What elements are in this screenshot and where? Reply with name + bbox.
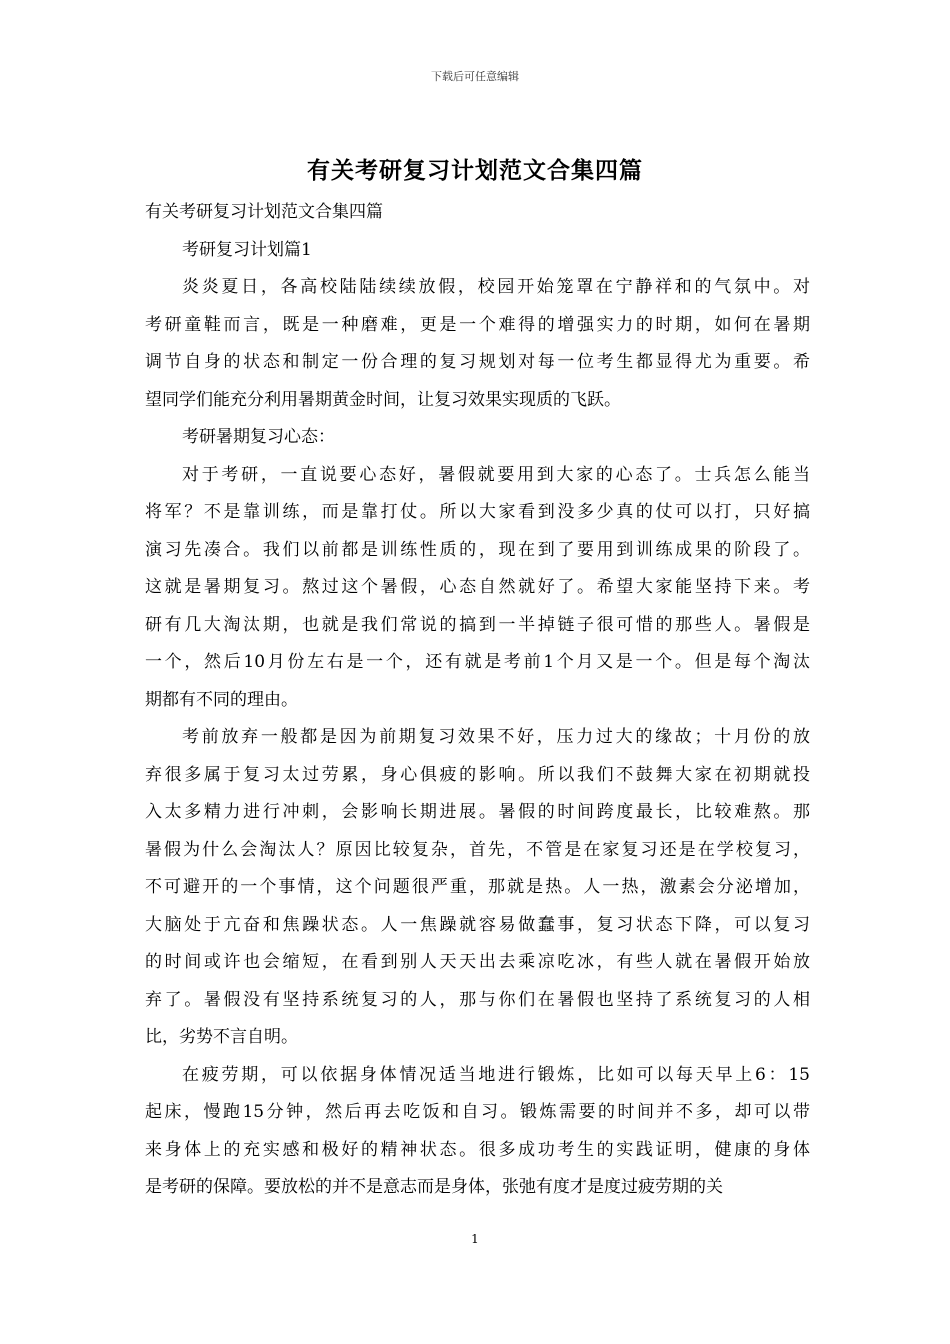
text-line: 对于考研，一直说要心态好，暑假就要用到大家的心态了。士兵怎么能当 — [182, 464, 810, 485]
text-line: 是考研的保障。要放松的并不是意志而是身体，张弛有度才是度过疲劳期的关 — [145, 1177, 723, 1197]
text-line: 弃了。暑假没有坚持系统复习的人，那与你们在暑假也坚持了系统复习的人相 — [145, 989, 810, 1010]
text-line: 的时间或许也会缩短，在看到别人天天出去乘凉吃冰，有些人就在暑假开始放 — [145, 952, 810, 972]
document-title: 有关考研复习计划范文合集四篇 — [307, 157, 643, 184]
text-line: 炎炎夏日，各高校陆陆续续放假，校园开始笼罩在宁静祥和的气氛中。对 — [182, 277, 810, 297]
text-line: 望同学们能充分利用暑期黄金时间，让复习效果实现质的飞跃。 — [145, 389, 621, 410]
paragraph — [145, 457, 810, 720]
paragraph — [145, 194, 810, 232]
text-line: 在疲劳期，可以依据身体情况适当地进行锻炼，比如可以每天早上6：15 — [182, 1064, 810, 1085]
text-line: 不可避开的一个事情，这个问题很严重，那就是热。人一热，激素会分泌增加， — [145, 877, 810, 897]
text-line: 调节自身的状态和制定一份合理的复习规划对每一位考生都显得尤为重要。希 — [145, 352, 810, 372]
text-line: 入太多精力进行冲刺，会影响长期进展。暑假的时间跨度最长，比较难熬。那 — [145, 802, 810, 822]
page-number: 1 — [471, 1232, 479, 1246]
text-line: 考研暑期复习心态： — [182, 427, 335, 447]
page-header-note: 下载后可任意编辑 — [431, 70, 519, 83]
paragraph — [145, 232, 810, 270]
text-line: 暑假为什么会淘汰人？原因比较复杂，首先，不管是在家复习还是在学校复习， — [145, 839, 810, 860]
text-line: 有关考研复习计划范文合集四篇 — [145, 202, 383, 222]
text-line: 考研童鞋而言，既是一种磨难，更是一个难得的增强实力的时期，如何在暑期 — [145, 314, 810, 335]
text-line: 大脑处于亢奋和焦躁状态。人一焦躁就容易做蠢事，复习状态下降，可以复习 — [145, 914, 810, 935]
paragraph — [145, 719, 810, 1057]
paragraph — [145, 269, 810, 419]
text-line: 期都有不同的理由。 — [145, 689, 298, 710]
text-line: 比，劣势不言自明。 — [145, 1027, 298, 1047]
text-line: 研有几大淘汰期，也就是我们常说的搞到一半掉链子很可惜的那些人。暑假是 — [145, 614, 810, 635]
text-line: 演习先凑合。我们以前都是训练性质的，现在到了要用到训练成果的阶段了。 — [145, 539, 810, 560]
paragraph — [145, 1057, 810, 1207]
text-line: 弃很多属于复习太过劳累，身心俱疲的影响。所以我们不鼓舞大家在初期就投 — [145, 764, 810, 785]
paragraph — [145, 419, 810, 457]
text-line: 一个，然后10月份左右是一个，还有就是考前1个月又是一个。但是每个淘汰 — [145, 652, 810, 672]
text-line: 起床，慢跑15分钟，然后再去吃饭和自习。锻炼需要的时间并不多，却可以带 — [145, 1102, 810, 1122]
text-line: 来身体上的充实感和极好的精神状态。很多成功考生的实践证明，健康的身体 — [145, 1139, 810, 1160]
text-line: 这就是暑期复习。熬过这个暑假，心态自然就好了。希望大家能坚持下来。考 — [145, 577, 810, 597]
document-body — [145, 194, 810, 1207]
text-line: 考前放弃一般都是因为前期复习效果不好，压力过大的缘故；十月份的放 — [182, 727, 810, 747]
text-line: 将军？不是靠训练，而是靠打仗。所以大家看到没多少真的仗可以打，只好搞 — [145, 502, 810, 522]
text-line: 考研复习计划篇1 — [182, 239, 312, 260]
